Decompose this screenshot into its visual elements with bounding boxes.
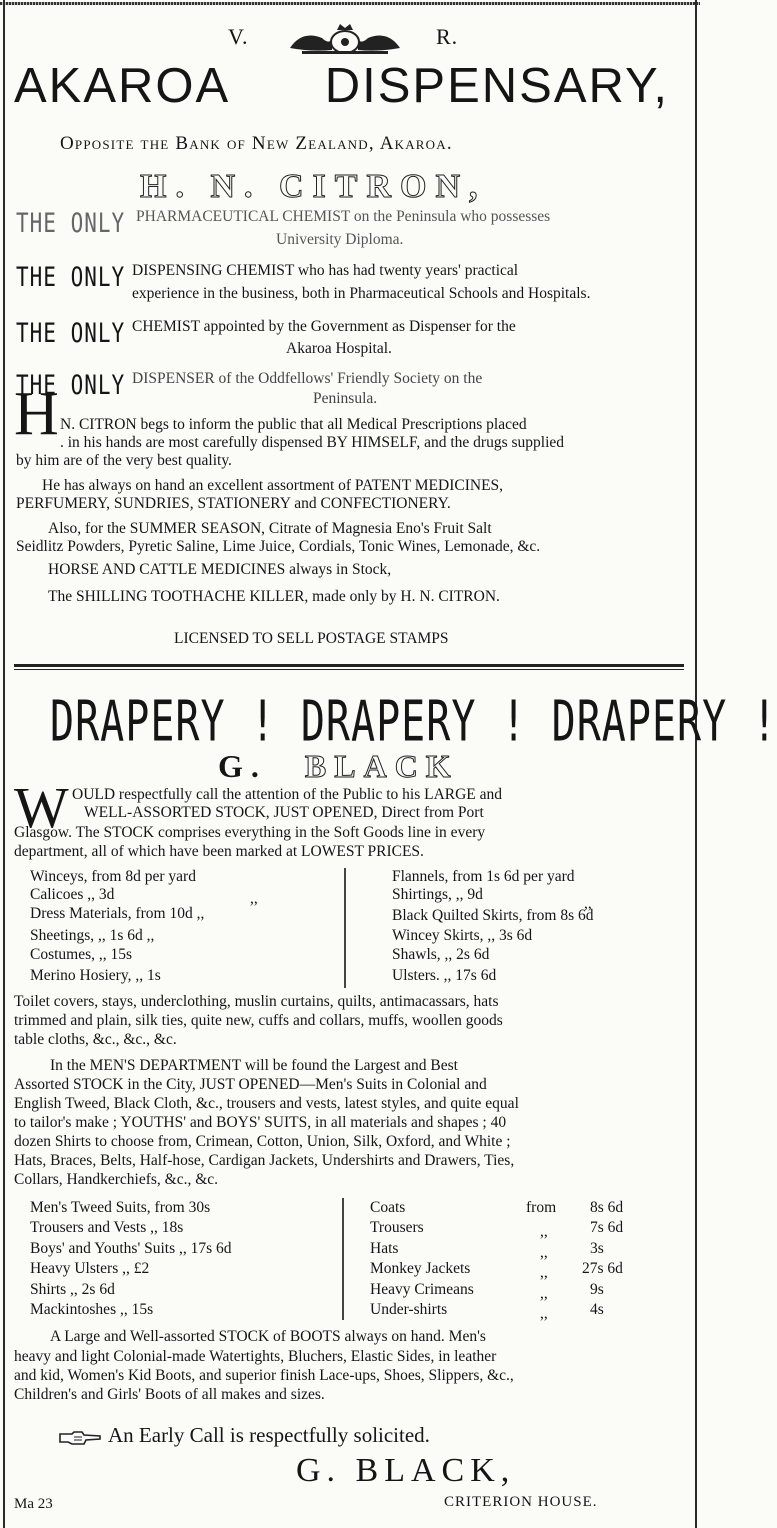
stock-line-1: He has always on hand an excellent assortment of PATENT MEDICINES,: [42, 477, 504, 494]
price-left-3: Dress Materials, from 10d ,,: [30, 905, 205, 922]
summer-line-2: Seidlitz Powders, Pyretic Saline, Lime Juice, Cordials, Tonic Wines, Lemonade, &c.: [16, 538, 541, 555]
price-left-2: Calicoes ,, 3d: [30, 886, 115, 903]
price-left-4: Sheetings, ,, 1s 6d ,,: [30, 927, 155, 944]
dispensary-title: [14, 58, 669, 114]
men-left-3: Boys' and Youths' Suits ,, 17s 6d: [30, 1240, 232, 1257]
the-only-label: THE ONLY: [16, 318, 126, 348]
price-right-1: Flannels, from 1s 6d per yard: [392, 868, 575, 885]
price-right-2: Shirtings, ,, 9d: [392, 886, 483, 903]
men-right-5-qual: ,,: [540, 1285, 548, 1302]
summer-line-1: Also, for the SUMMER SEASON, Citrate of Magnesia Eno's Fruit Salt: [48, 520, 492, 537]
notice-line-1: N. CITRON begs to inform the public that all Medical Prescriptions placed: [60, 416, 527, 433]
men-line-1: In the MEN'S DEPARTMENT will be found the Largest and Best: [50, 1057, 458, 1074]
men-left-6: Mackintoshes ,, 15s: [30, 1301, 154, 1318]
drapery-heading: DRAPERY ! DRAPERY ! DRAPERY !: [50, 690, 777, 755]
the-only-label: THE ONLY: [16, 370, 126, 400]
dispensary-location: Opposite the Bank of New Zealand, Akaroa.: [60, 133, 453, 154]
only-item-4-line2: Peninsula.: [313, 390, 378, 407]
section-divider-thin: [14, 669, 684, 670]
men-right-2-price: 7s 6d: [590, 1219, 624, 1236]
toothache-line: The SHILLING TOOTHACHE KILLER, made only by H. N. CITRON.: [48, 588, 500, 605]
horse-line: HORSE AND CATTLE MEDICINES always in Stock,: [48, 561, 392, 578]
top-border: [0, 2, 700, 5]
men-line-6: Hats, Braces, Belts, Half-hose, Cardigan Jackets, Undershirts and Drawers, Ties,: [14, 1152, 515, 1169]
intro-line-1: OULD respectfully call the attention of the Public to his LARGE and: [72, 786, 503, 803]
boots-line-1: A Large and Well-assorted STOCK of BOOTS always on hand. Men's: [50, 1328, 486, 1345]
only-item-2-line2: experience in the business, both in Pharmaceutical Schools and Hospitals.: [132, 285, 591, 302]
men-line-4: to tailor's make ; YOUTHS' and BOYS' SUITS, in all materials and shapes ; 40: [14, 1114, 507, 1131]
criterion-house: CRITERION HOUSE.: [444, 1494, 598, 1510]
merchant-surname: BLACK: [304, 748, 459, 784]
only-item-3-line1: CHEMIST appointed by the Government as Dispenser for the: [132, 318, 516, 335]
the-only-label: THE ONLY: [16, 262, 126, 292]
men-right-2-qual: ,,: [540, 1223, 548, 1240]
boots-line-4: Children's and Girls' Boots of all makes and sizes.: [14, 1386, 325, 1403]
price-right-5: Shawls, ,, 2s 6d: [392, 946, 490, 963]
men-left-5: Shirts ,, 2s 6d: [30, 1281, 115, 1298]
boots-line-3: and kid, Women's Kid Boots, and superior finish Lace-ups, Shoes, Slippers, &c.,: [14, 1367, 514, 1384]
intro-line-3: Glasgow. The STOCK comprises everything in the Soft Goods line in every: [14, 824, 486, 841]
title-akaroa: AKAROA: [14, 59, 231, 113]
men-right-5-item: Heavy Crimeans: [370, 1281, 474, 1298]
men-right-1-price: 8s 6d: [590, 1199, 624, 1216]
only-item-3-line2: Akaroa Hospital.: [286, 340, 392, 357]
men-line-3: English Tweed, Black Cloth, &c., trousers and vests, latest styles, and quite equal: [14, 1095, 519, 1112]
men-left-4: Heavy Ulsters ,, £2: [30, 1260, 150, 1277]
notice-line-3: by him are of the very best quality.: [16, 452, 232, 469]
men-line-7: Collars, Handkerchiefs, &c., &c.: [14, 1171, 219, 1188]
price-left-6: Merino Hosiery, ,, 1s: [30, 967, 161, 984]
price-right-3: Black Quilted Skirts, from 8s 6d: [392, 907, 594, 924]
men-right-3-item: Hats: [370, 1240, 399, 1257]
toilet-line-2: trimmed and plain, silk ties, quite new, cuffs and collars, muffs, woollen goods: [14, 1012, 503, 1029]
men-right-6-qual: ,,: [540, 1305, 548, 1322]
boots-line-2: heavy and light Colonial-made Watertights, Bluchers, Elastic Sides, in leather: [14, 1348, 497, 1365]
left-column-rule: [3, 0, 5, 1528]
right-column-rule: [695, 0, 697, 1528]
men-right-2-item: Trousers: [370, 1219, 424, 1236]
merchant-initial: G.: [218, 748, 267, 784]
header-v: V.: [228, 24, 249, 49]
header-r: R.: [436, 24, 459, 49]
stock-line-2: PERFUMERY, SUNDRIES, STATIONERY and CONFECTIONERY.: [16, 495, 451, 512]
licensed-line: LICENSED TO SELL POSTAGE STAMPS: [174, 630, 449, 647]
only-item-1-line1: PHARMACEUTICAL CHEMIST on the Peninsula who possesses: [136, 208, 551, 225]
price-left-1: Winceys, from 8d per yard: [30, 868, 196, 885]
intro-drop-cap: W: [14, 775, 69, 840]
signature: G. BLACK,: [296, 1452, 516, 1489]
price-left-2-ditto: ,,: [250, 890, 258, 907]
price-right-6: Ulsters. ,, 17s 6d: [392, 967, 497, 984]
men-line-5: dozen Shirts to choose from, Crimean, Cotton, Union, Silk, Oxford, and White ;: [14, 1133, 511, 1150]
intro-line-4: department, all of which have been marked at LOWEST PRICES.: [14, 843, 424, 860]
men-right-4-price: 27s 6d: [582, 1260, 623, 1277]
men-line-2: Assorted STOCK in the City, JUST OPENED—Men's Suits in Colonial and: [14, 1076, 487, 1093]
men-right-5-price: 9s: [590, 1281, 604, 1298]
section-divider: [14, 664, 684, 667]
notice-line-2: . in his hands are most carefully dispensed BY HIMSELF, and the drugs supplied: [60, 434, 565, 451]
men-left-2: Trousers and Vests ,, 18s: [30, 1219, 184, 1236]
men-right-6-item: Under-shirts: [370, 1301, 448, 1318]
toilet-line-1: Toilet covers, stays, underclothing, muslin curtains, quilts, antimacassars, hats: [14, 993, 499, 1010]
merchant-name: [218, 748, 459, 785]
only-item-2-line1: DISPENSING CHEMIST who has had twenty years' practical: [132, 262, 519, 279]
men-price-separator: [342, 1198, 344, 1320]
pointing-hand-icon: [58, 1430, 102, 1446]
men-left-1: Men's Tweed Suits, from 30s: [30, 1199, 211, 1216]
early-call-line: An Early Call is respectfully solicited.: [108, 1423, 430, 1447]
men-right-3-qual: ,,: [540, 1244, 548, 1261]
date-code: Ma 23: [14, 1496, 53, 1512]
price-right-2-ditto: ,,: [584, 895, 592, 912]
proprietor-name: H. N. CITRON,: [140, 168, 487, 205]
notice-drop-cap: H: [14, 380, 59, 448]
royal-crest-icon: [282, 22, 408, 56]
toilet-line-3: table cloths, &c., &c., &c.: [14, 1031, 177, 1048]
men-right-4-item: Monkey Jackets: [370, 1260, 471, 1277]
men-right-6-price: 4s: [590, 1301, 604, 1318]
price-column-separator: [344, 868, 346, 988]
price-right-4: Wincey Skirts, ,, 3s 6d: [392, 927, 533, 944]
only-item-1-line2: University Diploma.: [276, 231, 404, 248]
men-right-1-item: Coats: [370, 1199, 406, 1216]
men-right-3-price: 3s: [590, 1240, 604, 1257]
title-dispensary: DISPENSARY,: [324, 59, 669, 113]
intro-line-2: WELL-ASSORTED STOCK, JUST OPENED, Direct from Port: [84, 804, 484, 821]
only-item-4-line1: DISPENSER of the Oddfellows' Friendly Society on the: [132, 370, 483, 387]
the-only-label: THE ONLY: [16, 208, 126, 238]
price-left-5: Costumes, ,, 15s: [30, 946, 133, 963]
men-right-4-qual: ,,: [540, 1264, 548, 1281]
men-right-1-qual: from: [526, 1199, 557, 1216]
